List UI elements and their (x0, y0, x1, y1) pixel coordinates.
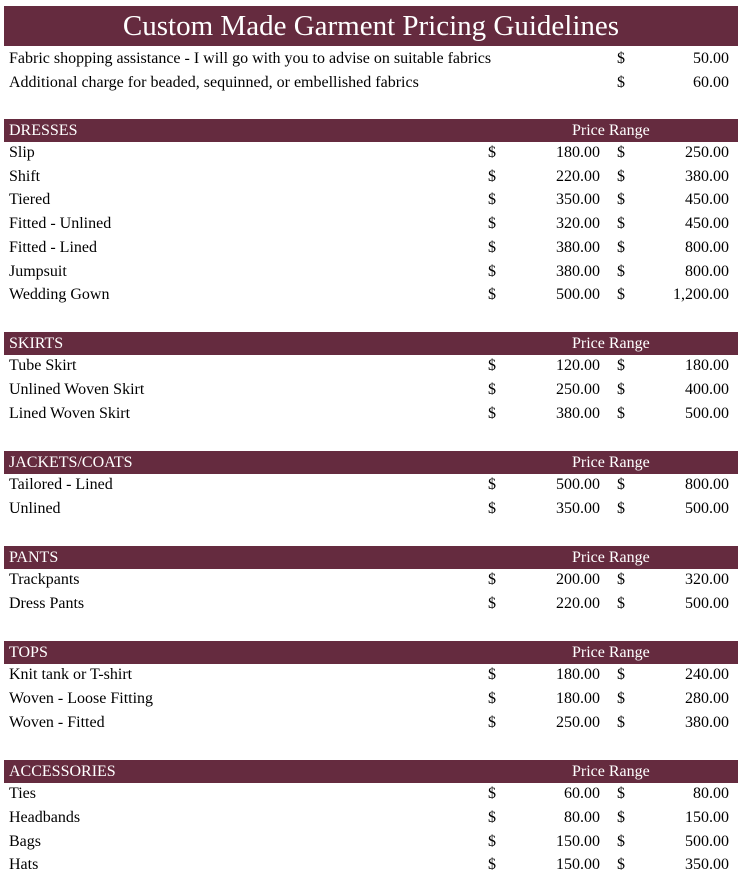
item-label: Unlined Woven Skirt (9, 381, 145, 398)
min-price: 220.00 (556, 595, 600, 612)
item-label: Unlined (9, 500, 61, 517)
max-price: 500.00 (685, 500, 729, 517)
currency-symbol: $ (488, 239, 496, 256)
max-price: 280.00 (685, 690, 729, 707)
max-price: 250.00 (685, 144, 729, 161)
currency-symbol: $ (617, 286, 625, 303)
max-price: 500.00 (685, 833, 729, 850)
currency-symbol: $ (617, 405, 625, 422)
table-row (0, 283, 740, 307)
table-row (0, 568, 740, 592)
currency-symbol: $ (488, 595, 496, 612)
min-price: 200.00 (556, 571, 600, 588)
item-label: Fitted - Unlined (9, 215, 112, 232)
table-row (0, 473, 740, 497)
item-label: Wedding Gown (9, 286, 110, 303)
max-price: 1,200.00 (673, 286, 729, 303)
section-title: PANTS (9, 549, 59, 566)
item-label: Tube Skirt (9, 357, 77, 374)
currency-symbol: $ (617, 381, 625, 398)
min-price: 150.00 (556, 856, 600, 873)
currency-symbol: $ (488, 809, 496, 826)
max-price: 450.00 (685, 191, 729, 208)
section-header-jackets-coats (4, 451, 738, 474)
max-price: 500.00 (685, 595, 729, 612)
currency-symbol: $ (617, 168, 625, 185)
price-range-label: Price Range (572, 763, 650, 780)
currency-symbol: $ (488, 856, 496, 873)
table-row (0, 188, 740, 212)
item-label: Tailored - Lined (9, 476, 113, 493)
currency-symbol: $ (617, 571, 625, 588)
item-label: Knit tank or T-shirt (9, 666, 133, 683)
extra-label: Additional charge for beaded, sequinned, or embellished fabrics (9, 74, 419, 91)
table-row (0, 402, 740, 426)
max-price: 240.00 (685, 666, 729, 683)
section-header-accessories (4, 760, 738, 783)
currency-symbol: $ (488, 381, 496, 398)
currency-symbol: $ (617, 191, 625, 208)
currency-symbol: $ (617, 476, 625, 493)
table-row (0, 806, 740, 830)
item-label: Ties (9, 785, 36, 802)
table-row (0, 260, 740, 284)
section-header-dresses (4, 119, 738, 142)
currency-symbol: $ (488, 476, 496, 493)
item-label: Hats (9, 856, 39, 873)
currency-symbol: $ (617, 833, 625, 850)
table-row (0, 782, 740, 806)
price-range-label: Price Range (572, 122, 650, 139)
currency-symbol: $ (488, 666, 496, 683)
item-label: Bags (9, 833, 41, 850)
min-price: 150.00 (556, 833, 600, 850)
min-price: 220.00 (556, 168, 600, 185)
currency-symbol: $ (488, 144, 496, 161)
currency-symbol: $ (617, 74, 625, 91)
currency-symbol: $ (617, 263, 625, 280)
item-label: Lined Woven Skirt (9, 405, 131, 422)
item-label: Fitted - Lined (9, 239, 97, 256)
currency-symbol: $ (617, 785, 625, 802)
min-price: 250.00 (556, 714, 600, 731)
currency-symbol: $ (488, 785, 496, 802)
max-price: 450.00 (685, 215, 729, 232)
table-row (0, 663, 740, 687)
currency-symbol: $ (617, 690, 625, 707)
item-label: Tiered (9, 191, 51, 208)
page-title: Custom Made Garment Pricing Guidelines (4, 6, 738, 46)
currency-symbol: $ (617, 500, 625, 517)
currency-symbol: $ (488, 714, 496, 731)
min-price: 380.00 (556, 263, 600, 280)
item-label: Woven - Fitted (9, 714, 105, 731)
price-range-label: Price Range (572, 335, 650, 352)
section-title: DRESSES (9, 122, 78, 139)
max-price: 80.00 (693, 785, 729, 802)
max-price: 400.00 (685, 381, 729, 398)
max-price: 800.00 (685, 476, 729, 493)
table-row (0, 165, 740, 189)
max-price: 320.00 (685, 571, 729, 588)
currency-symbol: $ (488, 215, 496, 232)
min-price: 180.00 (556, 690, 600, 707)
min-price: 350.00 (556, 500, 600, 517)
item-label: Headbands (9, 809, 81, 826)
table-row (0, 354, 740, 378)
currency-symbol: $ (617, 239, 625, 256)
max-price: 350.00 (685, 856, 729, 873)
table-row (0, 212, 740, 236)
price-range-label: Price Range (572, 644, 650, 661)
extra-price: 50.00 (693, 50, 729, 67)
price-range-label: Price Range (572, 549, 650, 566)
min-price: 500.00 (556, 286, 600, 303)
max-price: 800.00 (685, 263, 729, 280)
table-row (0, 592, 740, 616)
table-row (0, 853, 740, 877)
currency-symbol: $ (488, 571, 496, 588)
min-price: 80.00 (564, 809, 600, 826)
item-label: Trackpants (9, 571, 80, 588)
currency-symbol: $ (488, 405, 496, 422)
min-price: 120.00 (556, 357, 600, 374)
min-price: 180.00 (556, 144, 600, 161)
currency-symbol: $ (488, 690, 496, 707)
max-price: 180.00 (685, 357, 729, 374)
min-price: 380.00 (556, 405, 600, 422)
item-label: Shift (9, 168, 41, 185)
table-row (0, 687, 740, 711)
section-header-skirts (4, 332, 738, 355)
currency-symbol: $ (617, 856, 625, 873)
currency-symbol: $ (617, 595, 625, 612)
price-range-label: Price Range (572, 454, 650, 471)
max-price: 800.00 (685, 239, 729, 256)
min-price: 500.00 (556, 476, 600, 493)
table-row (0, 830, 740, 854)
min-price: 380.00 (556, 239, 600, 256)
currency-symbol: $ (488, 263, 496, 280)
min-price: 320.00 (556, 215, 600, 232)
currency-symbol: $ (488, 191, 496, 208)
item-label: Jumpsuit (9, 263, 67, 280)
item-label: Slip (9, 144, 35, 161)
currency-symbol: $ (488, 286, 496, 303)
currency-symbol: $ (617, 144, 625, 161)
item-label: Dress Pants (9, 595, 85, 612)
table-row (0, 711, 740, 735)
min-price: 250.00 (556, 381, 600, 398)
table-row (0, 141, 740, 165)
extra-row-fabric-shopping (0, 47, 740, 71)
section-title: SKIRTS (9, 335, 64, 352)
currency-symbol: $ (617, 50, 625, 67)
section-header-pants (4, 546, 738, 569)
max-price: 380.00 (685, 714, 729, 731)
section-title: JACKETS/COATS (9, 454, 133, 471)
currency-symbol: $ (488, 357, 496, 374)
currency-symbol: $ (488, 168, 496, 185)
item-label: Woven - Loose Fitting (9, 690, 154, 707)
section-title: TOPS (9, 644, 48, 661)
table-row (0, 497, 740, 521)
extra-row-embellished-fabrics (0, 71, 740, 95)
currency-symbol: $ (617, 357, 625, 374)
table-row (0, 236, 740, 260)
min-price: 350.00 (556, 191, 600, 208)
max-price: 380.00 (685, 168, 729, 185)
min-price: 180.00 (556, 666, 600, 683)
currency-symbol: $ (617, 809, 625, 826)
currency-symbol: $ (488, 833, 496, 850)
currency-symbol: $ (488, 500, 496, 517)
max-price: 500.00 (685, 405, 729, 422)
currency-symbol: $ (617, 666, 625, 683)
currency-symbol: $ (617, 714, 625, 731)
section-title: ACCESSORIES (9, 763, 116, 780)
extra-price: 60.00 (693, 74, 729, 91)
extra-label: Fabric shopping assistance - I will go with you to advise on suitable fabrics (9, 50, 492, 67)
table-row (0, 378, 740, 402)
section-header-tops (4, 641, 738, 664)
min-price: 60.00 (564, 785, 600, 802)
max-price: 150.00 (685, 809, 729, 826)
currency-symbol: $ (617, 215, 625, 232)
